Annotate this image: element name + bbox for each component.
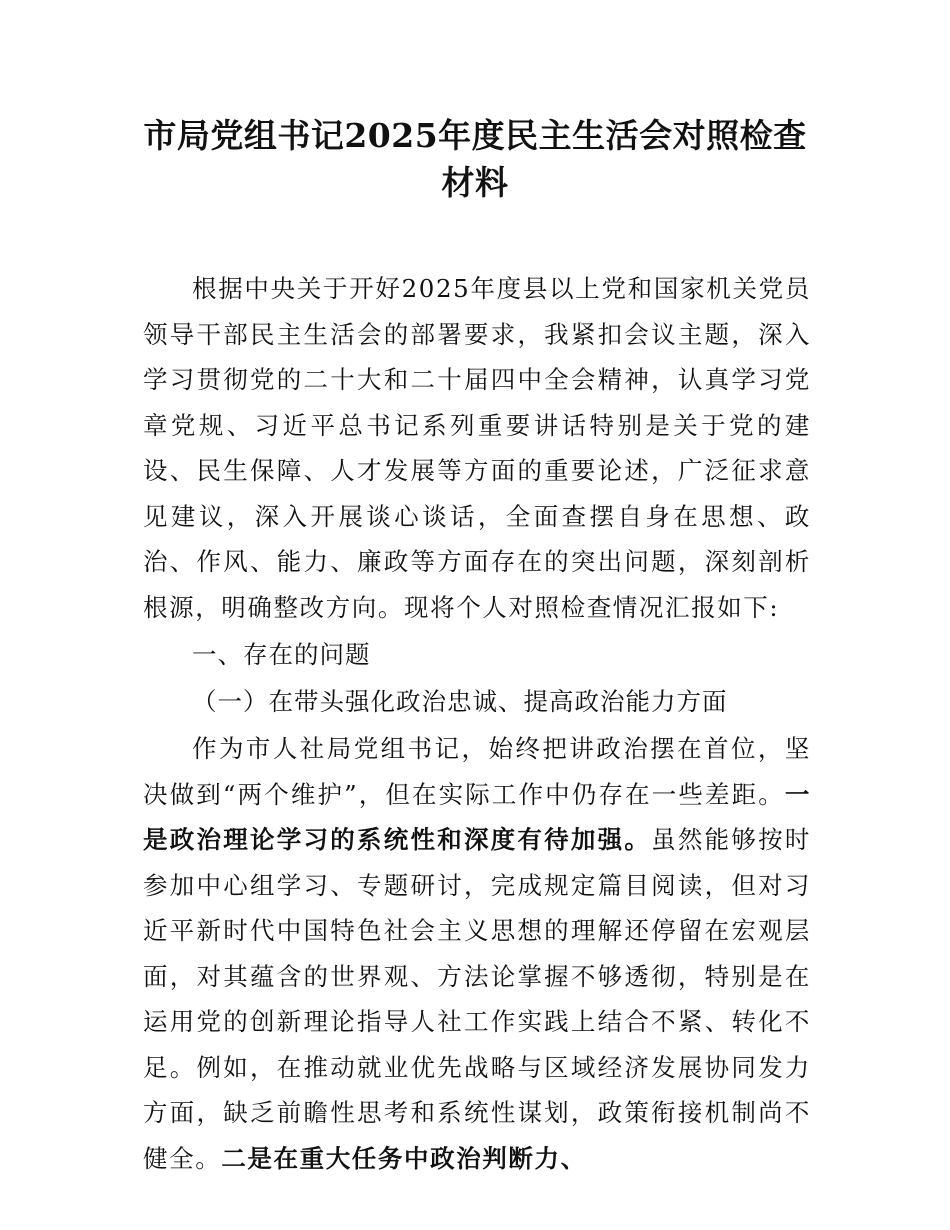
paragraph-text: 虽然能够按时参加中心组学习、专题研讨，完成规定篇目阅读，但对习近平新时代中国特色社会主义思想的理解还停留在宏观层面，对其蕴含的世界观、方法论掌握不够透彻，特别是在运用党的创新理论指导人社工作实践上结合不紧、转化不足。例如，在推动就业优先战略与区域经济发展协同发力方面，缺乏前瞻性思考和系统性谋划，政策衔接机制尚不健全。	[143, 825, 811, 1173]
bold-point-two: 二是在重大任务中政治判断力、	[221, 1143, 587, 1173]
bold-point-one: 一是政治理论学习的系统性和深度有待加强。	[143, 779, 811, 854]
paragraph-text: 作为市人社局党组书记，始终把讲政治摆在首位，坚决做到“两个维护”，但在实际工作中仍存在一些差距。	[143, 734, 811, 809]
document-body	[143, 266, 811, 1181]
subsection-heading-political: （一）在带头强化政治忠诚、提高政治能力方面	[192, 686, 728, 716]
section-heading-problems: 一、存在的问题	[192, 640, 371, 669]
document-title: 市局党组书记2025年度民主生活会对照检查材料	[143, 116, 807, 202]
body-paragraph-political	[143, 726, 811, 1181]
intro-paragraph: 根据中央关于开好2025年度县以上党和国家机关党员领导干部民主生活会的部署要求，我紧扣会议主题，深入学习贯彻党的二十大和二十届四中全会精神，认真学习党章党规、习近平总书记系列重要讲话特别是关于党的建设、民生保障、人才发展等方面的重要论述，广泛征求意见建议，深入开展谈心谈话，全面查摆自身在思想、政治、作风、能力、廉政等方面存在的突出问题，深刻剖析根源，明确整改方向。现将个人对照检查情况汇报如下:	[143, 274, 811, 622]
